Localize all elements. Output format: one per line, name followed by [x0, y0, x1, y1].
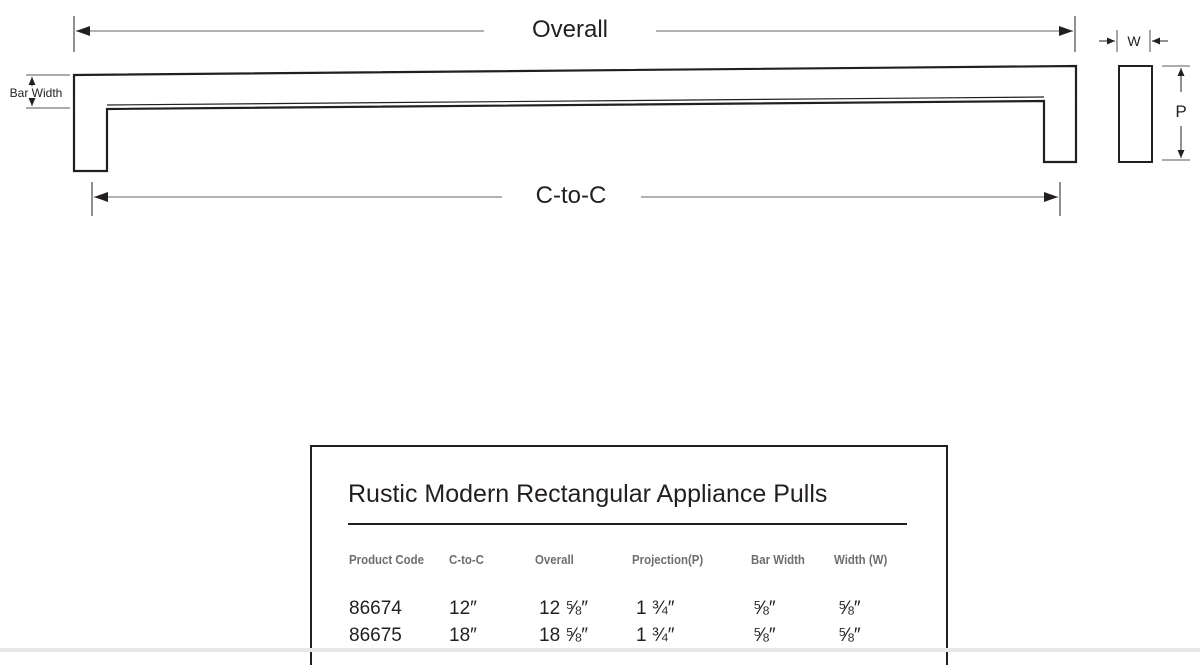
- ctoc-dimension: [92, 182, 1060, 216]
- cell-bar-width: ⅝″: [753, 598, 776, 619]
- overall-label: Overall: [531, 16, 609, 43]
- bar-width-dimension: [10, 75, 70, 108]
- overall-dimension: [74, 16, 1075, 52]
- cell-width: ⅝″: [838, 625, 861, 646]
- cell-product-code: 86675: [349, 625, 402, 646]
- page-bottom-edge: [0, 648, 1200, 652]
- cell-projection: 1 ¾″: [636, 598, 675, 619]
- cell-c-to-c: 12″: [449, 598, 477, 619]
- cell-overall: 12 ⅝″: [539, 598, 588, 619]
- projection-label: P: [1175, 102, 1187, 121]
- header-overall: Overall: [535, 552, 574, 567]
- spec-title: Rustic Modern Rectangular Appliance Pulls: [348, 480, 828, 508]
- width-label: W: [1127, 33, 1141, 49]
- pull-end-view: [1119, 66, 1152, 162]
- projection-dimension: [1162, 66, 1190, 160]
- cell-overall: 18 ⅝″: [539, 625, 588, 646]
- header-width: Width (W): [834, 552, 888, 567]
- bar-width-label: Bar Width: [9, 86, 63, 100]
- header-projection: Projection(P): [632, 552, 704, 567]
- title-divider: [348, 523, 907, 525]
- cell-width: ⅝″: [838, 598, 861, 619]
- width-dimension: [1099, 30, 1168, 52]
- cell-bar-width: ⅝″: [753, 625, 776, 646]
- cell-c-to-c: 18″: [449, 625, 477, 646]
- spec-table: [310, 445, 948, 665]
- header-product-code: Product Code: [349, 552, 425, 567]
- pull-profile: [74, 66, 1076, 171]
- pull-inner-edge: [107, 97, 1044, 105]
- header-bar-width: Bar Width: [751, 552, 805, 567]
- cell-projection: 1 ¾″: [636, 625, 675, 646]
- cell-product-code: 86674: [349, 598, 402, 619]
- ctoc-label: C-to-C: [535, 182, 607, 209]
- header-c-to-c: C-to-C: [449, 552, 484, 567]
